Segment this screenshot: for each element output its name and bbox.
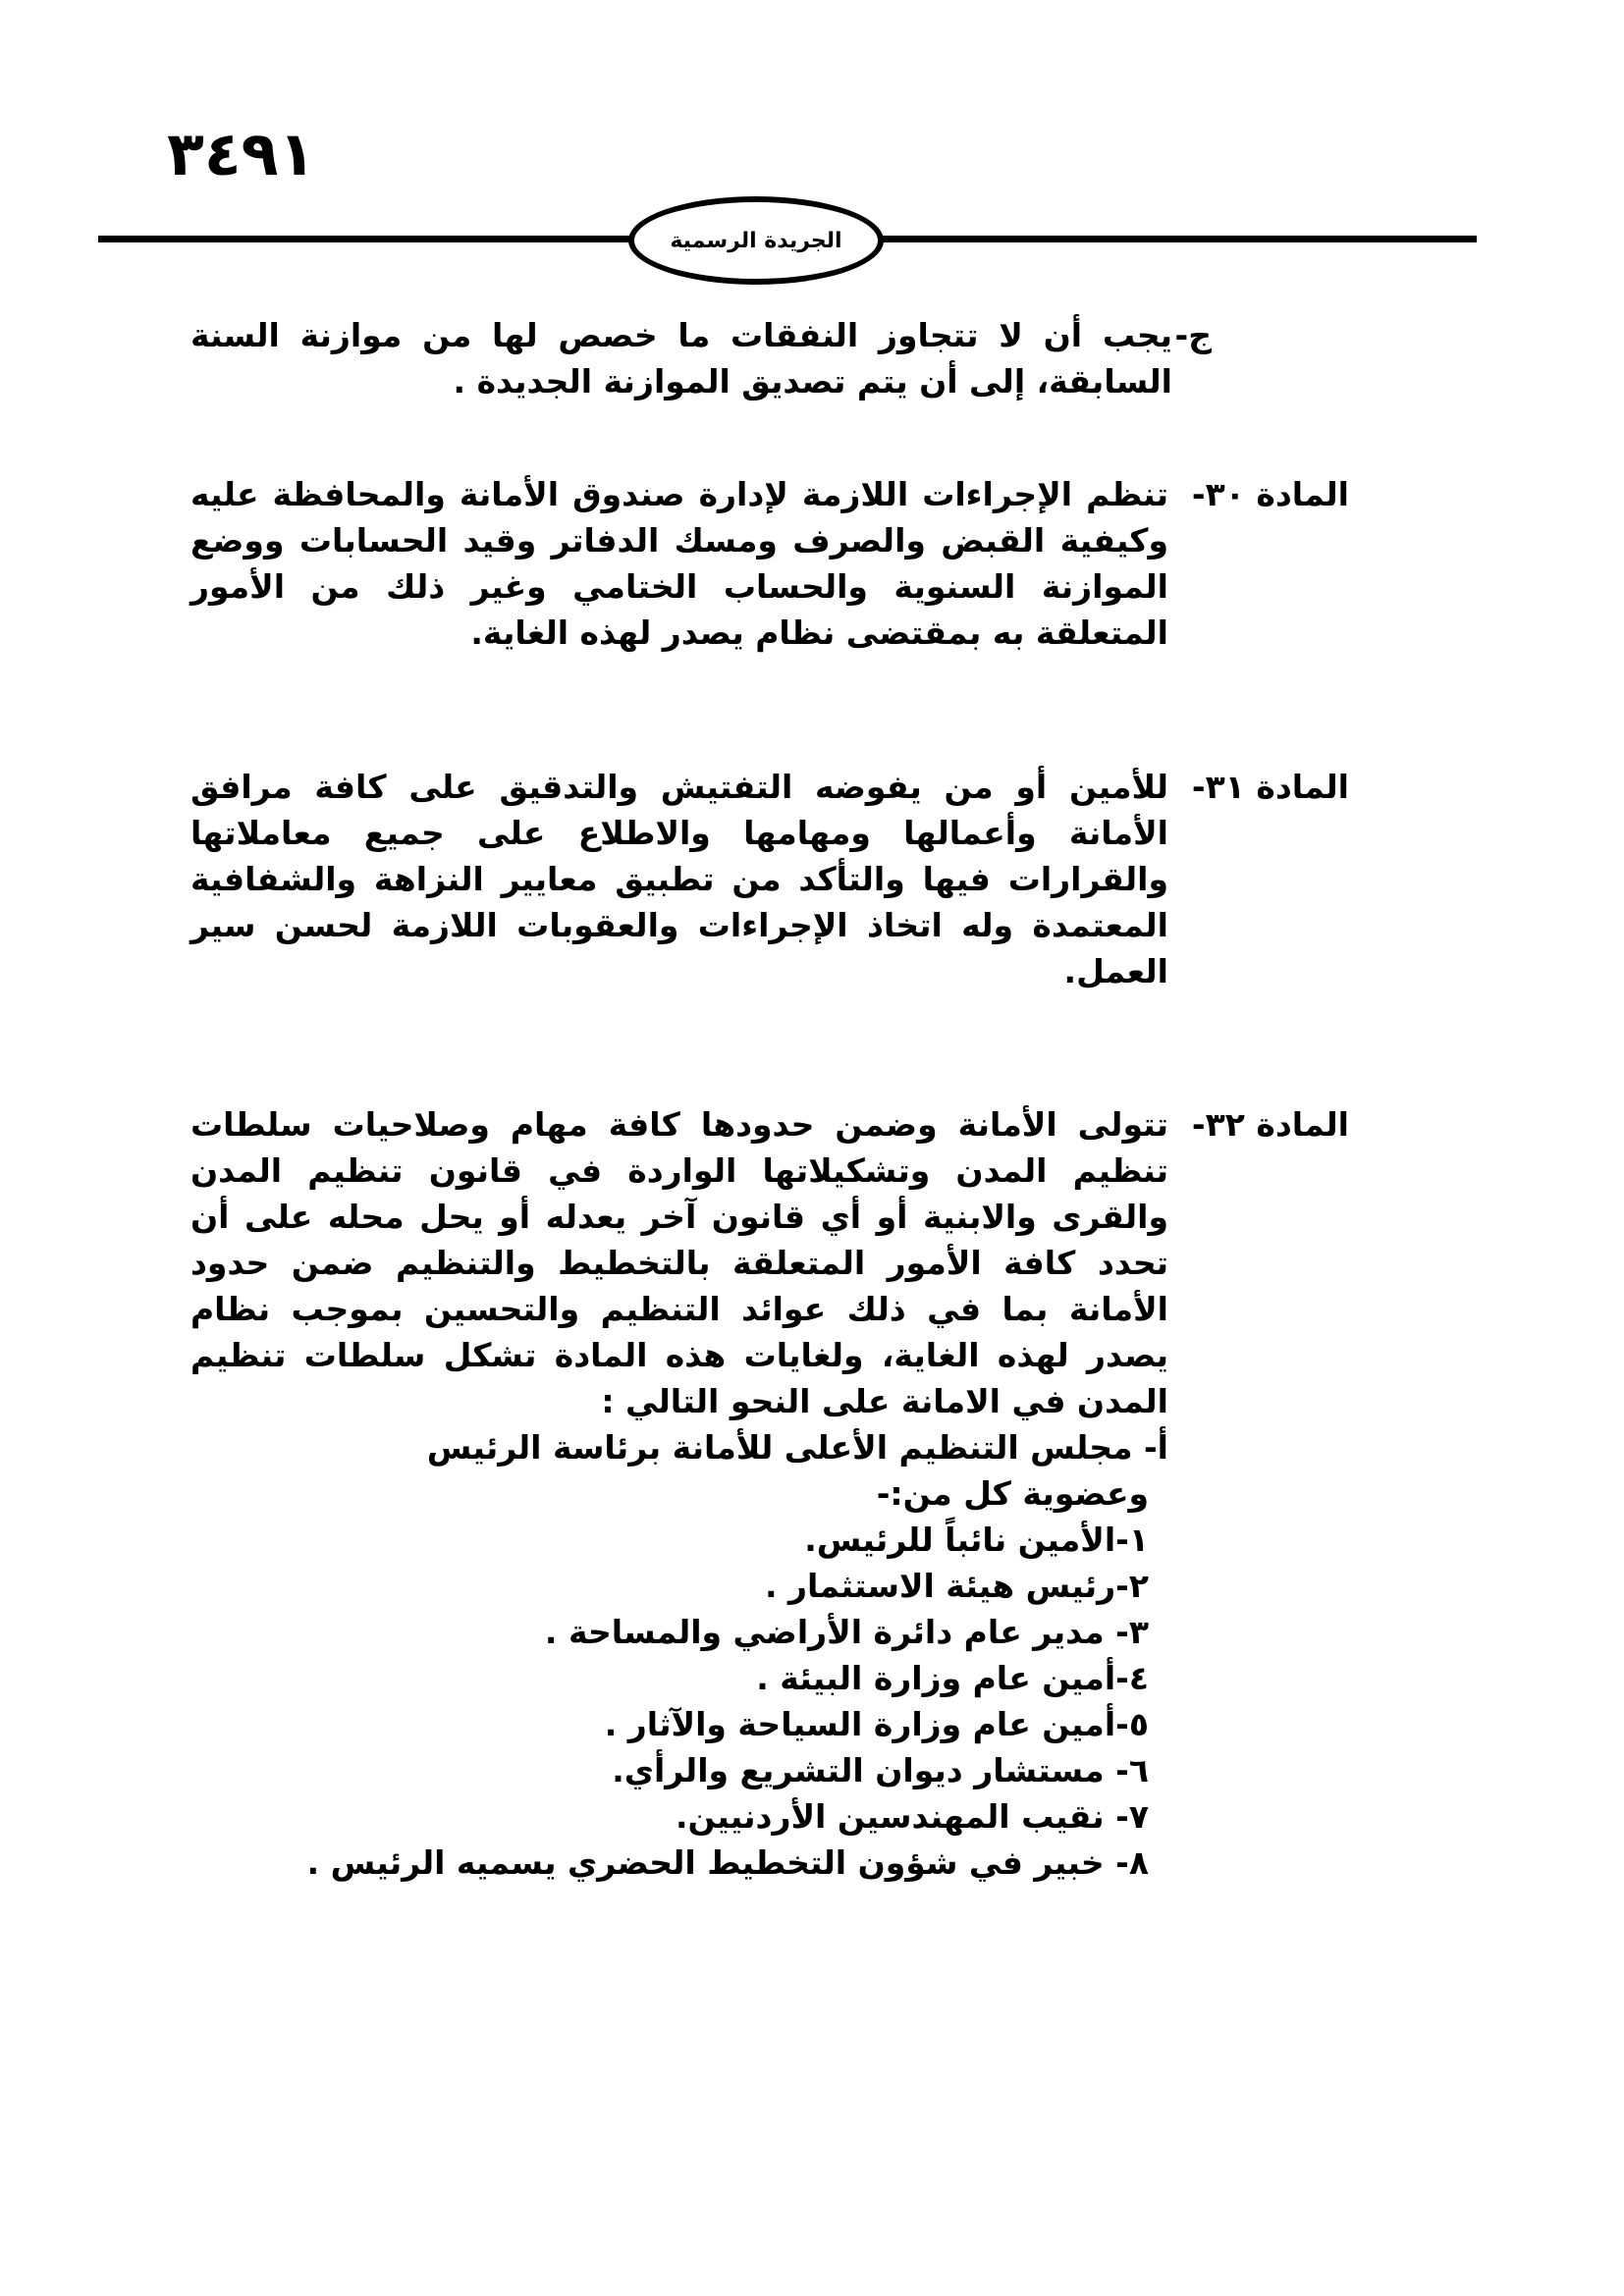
- list-item: ٥-أمين عام وزارة السياحة والآثار .: [604, 1705, 1149, 1743]
- list-item: ٣- مدير عام دائرة الأراضي والمساحة .: [544, 1613, 1149, 1651]
- article-32-text: تتولى الأمانة وضمن حدودها كافة مهام وصلاحيات سلطات تنظيم المدن وتشكيلاتها الواردة في قانون تنظيم المدن والقرى والابنية أو أي قانون آخر يعدله أو يحل محله على أن تحدد كافة الأمور المتعلقة بالتخطيط والتنظيم ضمن حدود الأمانة بما في ذلك عوائد التنظيم والتحسين بموجب نظام يصدر لهذه الغاية، ولغايات هذه المادة تشكل سلطات تنظيم المدن في الامانة على النحو التالي :: [190, 1105, 1168, 1420]
- subclause-a: أ- مجلس التنظيم الأعلى للأمانة برئاسة الرئيس: [426, 1428, 1168, 1467]
- article-30-label: المادة ٣٠-: [1191, 475, 1349, 513]
- article-31-label: المادة ٣١-: [1191, 768, 1349, 806]
- clause-c-text: يجب أن لا تتجاوز النفقات ما خصص لها من موازنة السنة السابقة، إلى أن يتم تصديق الموازنة الجديدة .: [190, 316, 1172, 400]
- list-item: ١-الأمين نائباً للرئيس.: [804, 1521, 1149, 1559]
- list-item: ٤-أمين عام وزارة البيئة .: [756, 1659, 1149, 1697]
- article-30: [190, 471, 1349, 656]
- subclause-a-continuation: وعضوية كل من:-: [876, 1474, 1149, 1513]
- article-32: [190, 1101, 1349, 1886]
- list-item: ٦- مستشار ديوان التشريع والرأي.: [612, 1751, 1149, 1789]
- list-item: ٢-رئيس هيئة الاستثمار .: [765, 1567, 1149, 1605]
- article-32-label: المادة ٣٢-: [1191, 1105, 1349, 1144]
- clause-c: [190, 312, 1212, 404]
- page-number: ٣٤٩١: [167, 118, 316, 189]
- article-31: [190, 764, 1349, 994]
- list-item: ٨- خبير في شؤون التخطيط الحضري يسميه الرئيس .: [306, 1843, 1149, 1882]
- gazette-title: الجريدة الرسمية: [670, 228, 842, 253]
- council-members-list: [190, 1517, 1149, 1886]
- article-31-text: للأمين أو من يفوضه التفتيش والتدقيق على كافة مرافق الأمانة وأعمالها ومهامها والاطلاع على جميع معاملاتها والقرارات فيها والتأكد من تطبيق معايير النزاهة والشفافية المعتمدة وله اتخاذ الإجراءات والعقوبات اللازمة لحسن سير العمل.: [190, 768, 1168, 990]
- clause-c-label: ج-: [1174, 316, 1212, 354]
- list-item: ٧- نقيب المهندسين الأردنيين.: [675, 1797, 1149, 1836]
- article-30-text: تنظم الإجراءات اللازمة لإدارة صندوق الأمانة والمحافظة عليه وكيفية القبض والصرف ومسك الدفاتر وقيد الحسابات ووضع الموازنة السنوية والحساب الختامي وغير ذلك من الأمور المتعلقة به بمقتضى نظام يصدر لهذه الغاية.: [190, 475, 1168, 652]
